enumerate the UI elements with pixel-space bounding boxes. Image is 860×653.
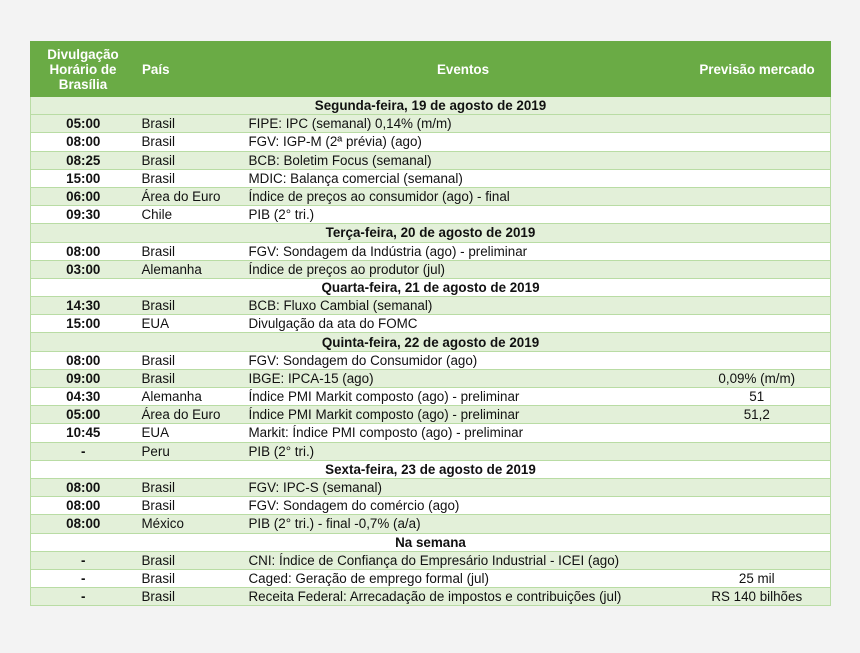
time-cell: 05:00 <box>31 115 136 133</box>
forecast-cell <box>684 151 831 169</box>
event-cell: FGV: Sondagem da Indústria (ago) - preliminar <box>243 242 684 260</box>
time-cell: 04:30 <box>31 388 136 406</box>
economic-calendar-table <box>30 41 831 606</box>
country-cell: Brasil <box>136 115 243 133</box>
forecast-cell: 0,09% (m/m) <box>684 369 831 387</box>
table-row <box>31 151 831 169</box>
table-row <box>31 388 831 406</box>
economic-calendar <box>30 41 830 606</box>
forecast-cell <box>684 260 831 278</box>
table-row <box>31 442 831 460</box>
time-cell: 08:00 <box>31 242 136 260</box>
table-row <box>31 260 831 278</box>
table-row <box>31 242 831 260</box>
event-cell: Caged: Geração de emprego formal (jul) <box>243 569 684 587</box>
table-row <box>31 478 831 496</box>
time-cell: 10:45 <box>31 424 136 442</box>
table-row <box>31 206 831 224</box>
forecast-cell: 51 <box>684 388 831 406</box>
day-title: Quinta-feira, 22 de agosto de 2019 <box>31 333 831 351</box>
header-release-time <box>31 42 136 97</box>
country-cell: Brasil <box>136 369 243 387</box>
country-cell: Brasil <box>136 169 243 187</box>
country-cell: Brasil <box>136 351 243 369</box>
time-cell: 08:00 <box>31 515 136 533</box>
forecast-cell: 51,2 <box>684 406 831 424</box>
event-cell: Índice de preços ao produtor (jul) <box>243 260 684 278</box>
table-row <box>31 169 831 187</box>
day-title: Segunda-feira, 19 de agosto de 2019 <box>31 97 831 115</box>
event-cell: Índice PMI Markit composto (ago) - preliminar <box>243 388 684 406</box>
forecast-cell <box>684 133 831 151</box>
country-cell: Brasil <box>136 297 243 315</box>
country-cell: Brasil <box>136 497 243 515</box>
forecast-cell <box>684 242 831 260</box>
event-cell: BCB: Fluxo Cambial (semanal) <box>243 297 684 315</box>
table-row <box>31 551 831 569</box>
table-row <box>31 297 831 315</box>
country-cell: Chile <box>136 206 243 224</box>
forecast-cell <box>684 515 831 533</box>
event-cell: PIB (2° tri.) - final -0,7% (a/a) <box>243 515 684 533</box>
header-events: Eventos <box>243 42 684 97</box>
event-cell: FIPE: IPC (semanal) 0,14% (m/m) <box>243 115 684 133</box>
country-cell: Brasil <box>136 133 243 151</box>
forecast-cell <box>684 551 831 569</box>
event-cell: PIB (2° tri.) <box>243 206 684 224</box>
table-row <box>31 569 831 587</box>
table-row <box>31 351 831 369</box>
country-cell: Peru <box>136 442 243 460</box>
forecast-cell: 25 mil <box>684 569 831 587</box>
country-cell: Alemanha <box>136 260 243 278</box>
table-row <box>31 424 831 442</box>
time-cell: 08:25 <box>31 151 136 169</box>
forecast-cell <box>684 478 831 496</box>
day-header-row <box>31 278 831 296</box>
forecast-cell <box>684 351 831 369</box>
table-row <box>31 133 831 151</box>
country-cell: Brasil <box>136 588 243 606</box>
day-title: Sexta-feira, 23 de agosto de 2019 <box>31 460 831 478</box>
table-row <box>31 187 831 205</box>
table-header <box>31 42 831 97</box>
day-title: Quarta-feira, 21 de agosto de 2019 <box>31 278 831 296</box>
event-cell: FGV: Sondagem do comércio (ago) <box>243 497 684 515</box>
event-cell: PIB (2° tri.) <box>243 442 684 460</box>
event-cell: Índice PMI Markit composto (ago) - preliminar <box>243 406 684 424</box>
country-cell: Brasil <box>136 551 243 569</box>
table-row <box>31 369 831 387</box>
time-cell: - <box>31 588 136 606</box>
forecast-cell <box>684 424 831 442</box>
header-country: País <box>136 42 243 97</box>
table-row <box>31 515 831 533</box>
day-header-row <box>31 224 831 242</box>
table-row <box>31 315 831 333</box>
time-cell: 08:00 <box>31 497 136 515</box>
header-row <box>31 42 831 97</box>
forecast-cell: RS 140 bilhões <box>684 588 831 606</box>
country-cell: EUA <box>136 424 243 442</box>
time-cell: 08:00 <box>31 351 136 369</box>
event-cell: MDIC: Balança comercial (semanal) <box>243 169 684 187</box>
country-cell: Alemanha <box>136 388 243 406</box>
table-row <box>31 406 831 424</box>
country-cell: Área do Euro <box>136 406 243 424</box>
event-cell: FGV: IPC-S (semanal) <box>243 478 684 496</box>
day-header-row <box>31 533 831 551</box>
header-time-line-3: Brasília <box>58 76 108 92</box>
day-title: Terça-feira, 20 de agosto de 2019 <box>31 224 831 242</box>
forecast-cell <box>684 442 831 460</box>
day-title: Na semana <box>31 533 831 551</box>
forecast-cell <box>684 206 831 224</box>
time-cell: 15:00 <box>31 315 136 333</box>
day-header-row <box>31 97 831 115</box>
event-cell: Markit: Índice PMI composto (ago) - preliminar <box>243 424 684 442</box>
forecast-cell <box>684 497 831 515</box>
event-cell: FGV: IGP-M (2ª prévia) (ago) <box>243 133 684 151</box>
time-cell: 09:30 <box>31 206 136 224</box>
forecast-cell <box>684 115 831 133</box>
country-cell: México <box>136 515 243 533</box>
forecast-cell <box>684 297 831 315</box>
event-cell: Índice de preços ao consumidor (ago) - final <box>243 187 684 205</box>
event-cell: BCB: Boletim Focus (semanal) <box>243 151 684 169</box>
country-cell: EUA <box>136 315 243 333</box>
table-body <box>31 97 831 606</box>
header-forecast: Previsão mercado <box>684 42 831 97</box>
time-cell: 15:00 <box>31 169 136 187</box>
country-cell: Brasil <box>136 569 243 587</box>
table-row <box>31 588 831 606</box>
forecast-cell <box>684 169 831 187</box>
time-cell: 05:00 <box>31 406 136 424</box>
event-cell: Divulgação da ata do FOMC <box>243 315 684 333</box>
header-time-line-1: Divulgação <box>47 46 119 62</box>
forecast-cell <box>684 187 831 205</box>
event-cell: CNI: Índice de Confiança do Empresário Industrial - ICEI (ago) <box>243 551 684 569</box>
day-header-row <box>31 460 831 478</box>
time-cell: 06:00 <box>31 187 136 205</box>
forecast-cell <box>684 315 831 333</box>
table-row <box>31 497 831 515</box>
time-cell: - <box>31 551 136 569</box>
time-cell: 03:00 <box>31 260 136 278</box>
table-row <box>31 115 831 133</box>
time-cell: 09:00 <box>31 369 136 387</box>
time-cell: 08:00 <box>31 478 136 496</box>
country-cell: Brasil <box>136 151 243 169</box>
time-cell: - <box>31 569 136 587</box>
country-cell: Área do Euro <box>136 187 243 205</box>
event-cell: Receita Federal: Arrecadação de impostos e contribuições (jul) <box>243 588 684 606</box>
time-cell: - <box>31 442 136 460</box>
time-cell: 08:00 <box>31 133 136 151</box>
time-cell: 14:30 <box>31 297 136 315</box>
country-cell: Brasil <box>136 242 243 260</box>
header-time-line-2: Horário de <box>49 61 117 77</box>
day-header-row <box>31 333 831 351</box>
event-cell: IBGE: IPCA-15 (ago) <box>243 369 684 387</box>
event-cell: FGV: Sondagem do Consumidor (ago) <box>243 351 684 369</box>
country-cell: Brasil <box>136 478 243 496</box>
